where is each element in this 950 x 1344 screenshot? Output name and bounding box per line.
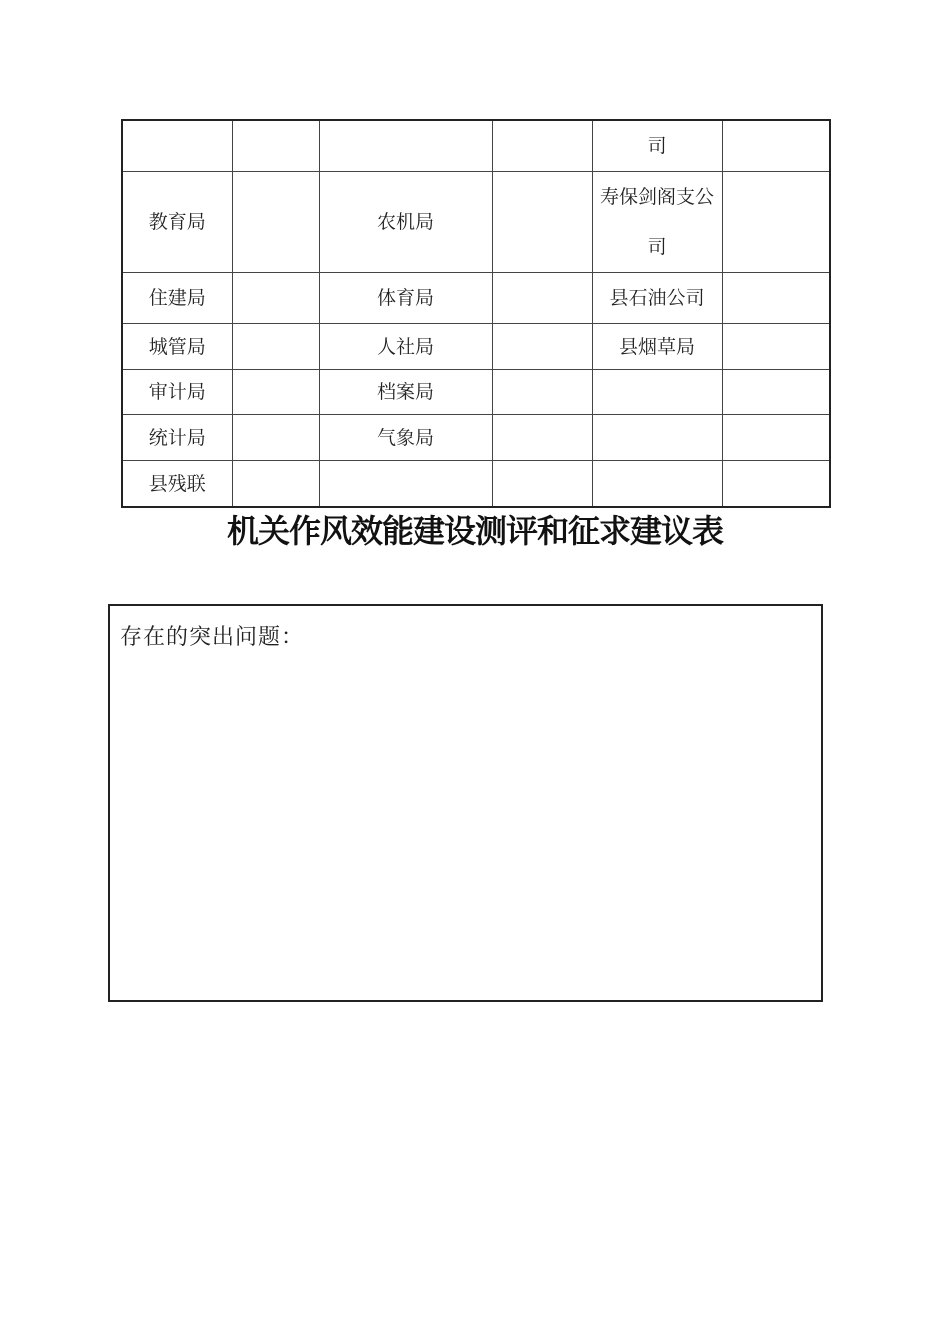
table-cell: [492, 273, 592, 324]
table-cell: 人社局: [319, 324, 492, 370]
table-cell: [232, 370, 319, 415]
table-cell: [492, 370, 592, 415]
table-cell: [492, 324, 592, 370]
table-cell: 城管局: [122, 324, 232, 370]
table-cell: [232, 120, 319, 172]
form-title: 机关作风效能建设测评和征求建议表: [226, 512, 723, 550]
table-cell: 寿保剑阁支公司: [592, 172, 722, 273]
table-cell: [722, 324, 830, 370]
table-row: [122, 120, 830, 172]
table-cell: [592, 461, 722, 508]
table-cell: [722, 415, 830, 461]
table-cell: 县残联: [122, 461, 232, 508]
table-row: [122, 172, 830, 273]
table-cell: 体育局: [319, 273, 492, 324]
table-cell: [319, 461, 492, 508]
table-cell: 住建局: [122, 273, 232, 324]
table-cell: [492, 172, 592, 273]
table-row: [122, 324, 830, 370]
table-cell: [492, 461, 592, 508]
table-cell: [722, 461, 830, 508]
table-cell: [722, 370, 830, 415]
table-cell: 农机局: [319, 172, 492, 273]
table-cell: [232, 273, 319, 324]
table-cell: [122, 120, 232, 172]
table-cell: [232, 415, 319, 461]
table-cell: [492, 415, 592, 461]
table-cell: 县烟草局: [592, 324, 722, 370]
unit-table: [121, 119, 831, 508]
table-cell: [592, 415, 722, 461]
table-cell: 教育局: [122, 172, 232, 273]
table-cell: 审计局: [122, 370, 232, 415]
table-cell: [722, 172, 830, 273]
table-cell: [722, 120, 830, 172]
table-cell: [319, 120, 492, 172]
table-row: [122, 415, 830, 461]
table-row: [122, 273, 830, 324]
table-cell: 县石油公司: [592, 273, 722, 324]
table-cell: [232, 324, 319, 370]
issue-label: 存在的突出问题：: [120, 625, 305, 650]
table-cell: 统计局: [122, 415, 232, 461]
table-row: [122, 370, 830, 415]
table-cell: [492, 120, 592, 172]
issue-box[interactable]: [108, 604, 823, 1002]
table-cell: 档案局: [319, 370, 492, 415]
table-cell: 司: [592, 120, 722, 172]
table-row: [122, 461, 830, 508]
table-cell: [722, 273, 830, 324]
table-cell: [232, 461, 319, 508]
table-cell: [592, 370, 722, 415]
table-cell: [232, 172, 319, 273]
table-cell: 气象局: [319, 415, 492, 461]
